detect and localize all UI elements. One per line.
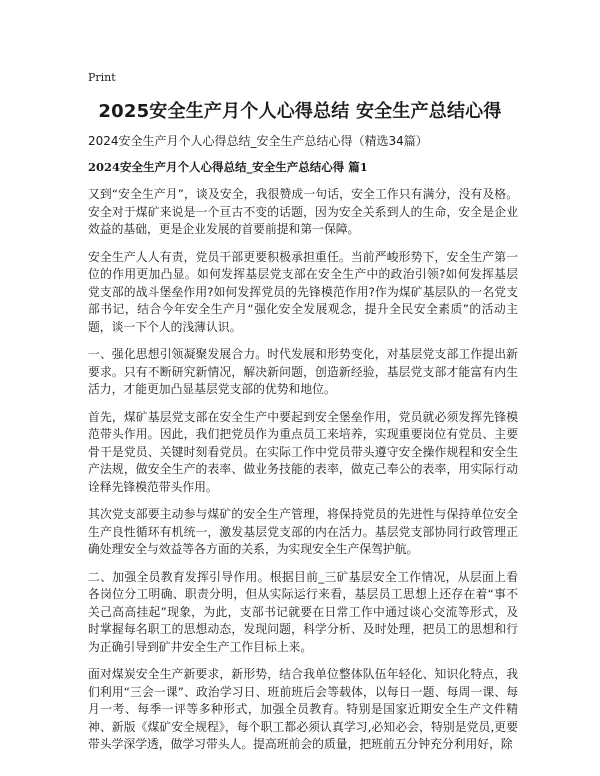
paragraph: 二、加强全员教育发挥引导作用。根据目前_三矿基层安全工作情况，从层面上看各岗位分工明确、职责分明，但从实际运行来看，基层员工思想上还存在着“事不关己高高挂起”现象，为此，支部书记就要在日常工作中通过谈心交流等形式，及时掌握每名职工的思想动态，发现问题，科学分析、及时处理，把员工的思想和行为正确引导到矿井安全生产工作目标上来。 xyxy=(88,569,518,654)
paragraph: 安全生产人人有责，党员干部更要积极承担重任。当前严峻形势下，安全生产第一位的作用更加凸显。如何发挥基层党支部在安全生产中的政治引领?如何发挥基层党支部的战斗堡垒作用?如何发挥党员的先锋模范作用?作为煤矿基层队的一名党支部书记，结合今年安全生产月“强化安全发展观念，提升全民安全素质”的活动主题，谈一下个人的浅薄认识。 xyxy=(88,249,518,334)
paragraph: 面对煤炭安全生产新要求，新形势，结合我单位整体队伍年轻化、知识化特点，我们利用“三会一课”、政治学习日、班前班后会等载体，以每日一题、每周一课、每月一考、每季一评等多种形式，加强全员教育。特别是国家近期安全生产文件精神、新版《煤矿安全规程》，每个职工都必须认真学习,必知必会，特别是党员,更要带头学深学透，做学习带头人。提高班前会的质量，把班前五分钟充分利用好，除 xyxy=(88,667,518,751)
paragraph: 其次党支部要主动参与煤矿的安全生产管理，将保持党员的先进性与保持单位安全生产良性循环有机统一，激发基层党支部的内在活力。基层党支部协同行政管理正确处理安全与效益等各方面的关系，为实现安全生产保驾护航。 xyxy=(88,507,518,556)
paragraph: 又到“安全生产月”，谈及安全，我很赞成一句话，安全工作只有满分，没有及格。安全对于煤矿来说是一个亘古不变的话题，因为安全关系到人的生命，安全是企业效益的基础，更是企业发展的首要前提和第一保障。 xyxy=(88,187,518,236)
print-link[interactable]: Print xyxy=(88,71,116,84)
document-subtitle: 2024安全生产月个人心得总结_安全生产总结心得（精选34篇） xyxy=(88,134,428,148)
document-title: 2025安全生产月个人心得总结 安全生产总结心得 xyxy=(98,101,502,122)
paragraph: 一、强化思想引领凝聚发展合力。时代发展和形势变化，对基层党支部工作提出新要求。只有不断研究新情况，解决新问题，创造新经验，基层党支部才能富有内生活力，才能更加凸显基层党支部的优势和地位。 xyxy=(88,347,518,396)
section-heading: 2024安全生产月个人心得总结_安全生产总结心得 篇1 xyxy=(88,160,368,174)
paragraph: 首先，煤矿基层党支部在安全生产中要起到安全堡垒作用，党员就必须发挥先锋模范带头作用。因此，我们把党员作为重点员工来培养，实现重要岗位有党员、主要骨干是党员、关键时刻看党员。在实际工作中党员带头遵守安全操作规程和安全生产法规，做安全生产的表率、做业务技能的表率，做克己奉公的表率，用实际行动诠释先锋模范带头作用。 xyxy=(88,409,518,494)
document-body xyxy=(88,186,518,764)
